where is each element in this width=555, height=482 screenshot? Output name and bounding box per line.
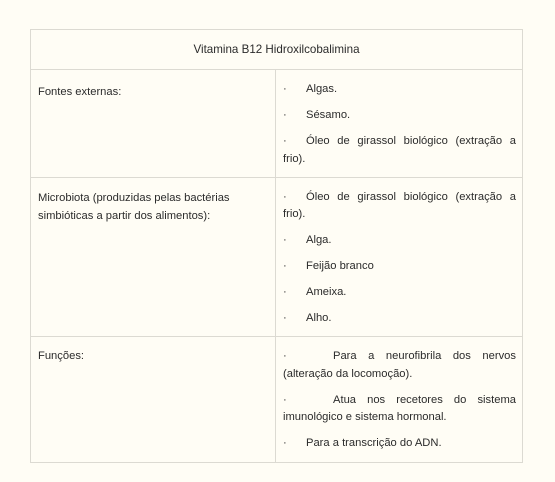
list-item-text: Atua nos recetores do sistema imunológico e sistema hormonal. xyxy=(283,393,516,423)
list-item-text: Para a neurofibrila dos nervos (alteração da locomoção). xyxy=(283,350,516,380)
list-item-text: Alga. xyxy=(306,234,332,246)
list-item xyxy=(283,435,516,453)
list-item-text: Feijão branco xyxy=(306,260,374,272)
list-item xyxy=(283,258,516,276)
bullet-icon: · xyxy=(283,234,287,246)
list-item-text: Algas. xyxy=(306,83,338,95)
row-label-fontes-externas: Fontes externas: xyxy=(38,86,122,98)
list-item-text: Óleo de girassol biológico (extração a frio). xyxy=(283,190,516,220)
list-item xyxy=(283,348,516,383)
list-item xyxy=(283,284,516,302)
list-item-text: Alho. xyxy=(306,312,332,324)
list-item-text: Ameixa. xyxy=(306,286,347,298)
bullet-icon: · xyxy=(283,260,287,272)
list-item xyxy=(283,392,516,427)
vitamin-b12-table xyxy=(30,29,523,463)
list-item xyxy=(283,81,516,99)
bullet-list xyxy=(276,337,522,453)
row-label-funcoes: Funções: xyxy=(38,350,85,362)
row-label-cell xyxy=(31,70,276,178)
list-item-text: Sésamo. xyxy=(306,109,351,121)
bullet-icon: · xyxy=(283,312,287,324)
row-label-cell xyxy=(31,337,276,463)
table-row xyxy=(31,70,523,178)
list-item-text: Para a transcrição do ADN. xyxy=(306,437,442,449)
bullet-icon: · xyxy=(283,135,287,147)
table-row xyxy=(31,337,523,463)
row-label-cell xyxy=(31,177,276,337)
row-items-cell xyxy=(276,70,523,178)
list-item-text: Óleo de girassol biológico (extração a frio). xyxy=(283,135,516,165)
table-row xyxy=(31,177,523,337)
list-item xyxy=(283,133,516,168)
row-items-cell xyxy=(276,177,523,337)
bullet-icon: · xyxy=(283,83,287,95)
bullet-icon: · xyxy=(283,109,287,121)
list-item xyxy=(283,232,516,250)
list-item xyxy=(283,310,516,328)
bullet-list xyxy=(276,178,522,328)
list-item xyxy=(283,107,516,125)
list-item xyxy=(283,189,516,224)
bullet-icon: · xyxy=(283,437,287,449)
row-items-cell xyxy=(276,337,523,463)
bullet-icon: · xyxy=(283,393,287,406)
table-title: Vitamina B12 Hidroxilcobalimina xyxy=(31,30,523,70)
bullet-list xyxy=(276,70,522,168)
bullet-icon: · xyxy=(283,190,287,203)
row-label-microbiota: Microbiota (produzidas pelas bactérias simbióticas a partir dos alimentos): xyxy=(38,191,230,222)
bullet-icon: · xyxy=(283,350,287,362)
bullet-icon: · xyxy=(283,286,287,298)
